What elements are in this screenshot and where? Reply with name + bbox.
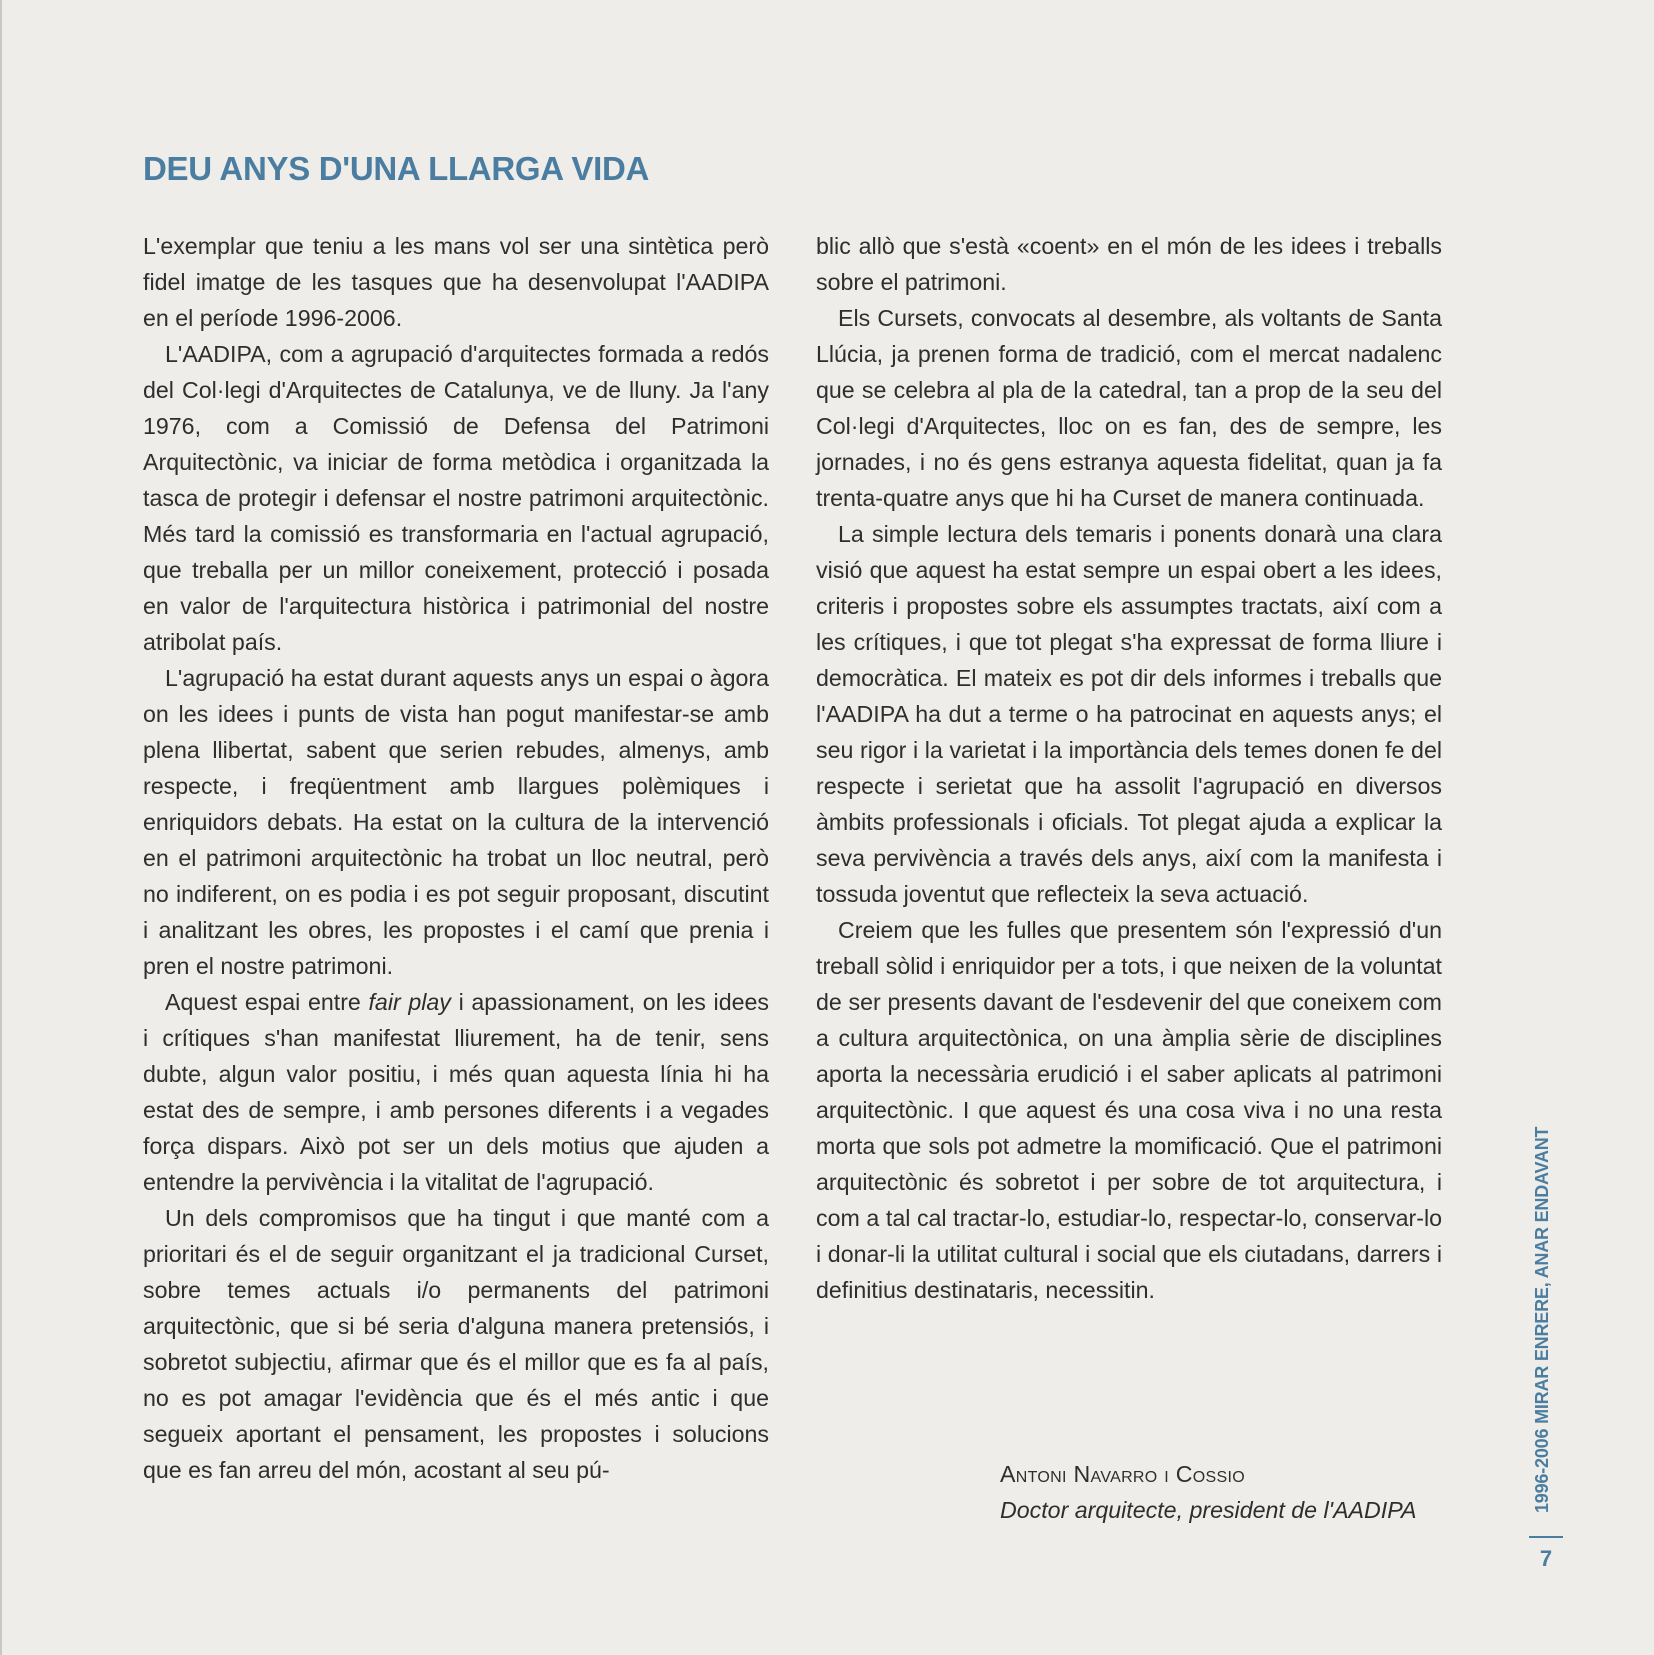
- article-title: DEU ANYS D'UNA LLARGA VIDA: [143, 150, 650, 187]
- paragraph-text: Aquest espai entre: [165, 989, 369, 1015]
- left-column: [143, 228, 769, 1488]
- paragraph: La simple lectura dels temaris i ponents donarà una clara visió que aquest ha estat sempre un espai obert a les idees, criteris i propostes sobre els assumptes tractats, així com a les crítiques, i que tot plegat s'ha expressat de forma lliure i democràtica. El mateix es pot dir dels informes i treballs que l'AADIPA ha dut a terme o ha patrocinat en aquests anys; el seu rigor i la varietat i la importància dels temes donen fe del respecte i serietat que ha assolit l'agrupació en diversos àmbits professionals i oficials. Tot plegat ajuda a explicar la seva pervivència a través dels anys, així com la manifesta i tossuda joventut que reflecteix la seva actuació.: [816, 521, 1442, 907]
- paragraph: Els Cursets, convocats al desembre, als voltants de Santa Llúcia, ja prenen forma de tradició, com el mercat nadalenc que se celebra al pla de la catedral, tan a prop de la seu del Col·legi d'Arquitectes, lloc on es fan, des de sempre, les jornades, i no és gens estranya aquesta fidelitat, quan ja fa trenta-quatre anys que hi ha Curset de manera continuada.: [816, 305, 1442, 511]
- emphasis-text: fair play: [368, 989, 451, 1015]
- running-head: 1996-2006 MIRAR ENRERE, ANAR ENDAVANT: [1532, 1126, 1552, 1513]
- paragraph: L'exemplar que teniu a les mans vol ser una sintètica però fidel imatge de les tasques que ha desenvolupat l'AADIPA en el període 1996-2006.: [143, 233, 769, 331]
- folio-rule: [1529, 1536, 1563, 1538]
- signature-block: [1000, 1456, 1416, 1528]
- paragraph: Creiem que les fulles que presentem són l'expressió d'un treball sòlid i enriquidor per a tots, i que neixen de la voluntat de ser presents davant de l'esdevenir del que coneixem com a cultura arquitectònica, on una àmplia sèrie de disciplines aporta la necessària erudició i el saber aplicats al patrimoni arquitectònic. I que aquest és una cosa viva i no una resta morta que sols pot admetre la momificació. Que el patrimoni arquitectònic és sobretot i per sobre de tot arquitectura, i com a tal cal tractar-lo, estudiar-lo, respectar-lo, conservar-lo i donar-li la utilitat cultural i social que els ciutadans, darrers i definitius destinataris, necessitin.: [816, 917, 1442, 1303]
- author-name: Antoni Navarro i Cossio: [1000, 1461, 1245, 1487]
- paragraph-text: i apassionament, on les idees i crítiques s'han manifestat lliurement, ha de tenir, sens dubte, algun valor positiu, i més quan aquesta línia hi ha estat des de sempre, i amb persones diferents i a vegades força dispars. Això pot ser un dels motius que ajuden a entendre la pervivència i la vitalitat de l'agrupació.: [143, 989, 769, 1195]
- paragraph: [143, 984, 769, 1200]
- author-role: Doctor arquitecte, president de l'AADIPA: [1000, 1497, 1417, 1523]
- paragraph: L'AADIPA, com a agrupació d'arquitectes formada a redós del Col·legi d'Arquitectes de Catalunya, ve de lluny. Ja l'any 1976, com a Comissió de Defensa del Patrimoni Arquitectònic, va iniciar de forma metòdica i organitzada la tasca de protegir i defensar el nostre patrimoni arquitectònic. Més tard la comissió es transformaria en l'actual agrupació, que treballa per un millor coneixement, protecció i posada en valor de l'arquitectura històrica i patrimonial del nostre atribolat país.: [143, 341, 769, 655]
- paragraph: L'agrupació ha estat durant aquests anys un espai o àgora on les idees i punts de vista han pogut manifestar-se amb plena llibertat, sabent que serien rebudes, almenys, amb respecte, i freqüentment amb llargues polèmiques i enriquidors debats. Ha estat on la cultura de la intervenció en el patrimoni arquitectònic ha trobat un lloc neutral, però no indiferent, on es podia i es pot seguir proposant, discutint i analitzant les obres, les propostes i el camí que prenia i pren el nostre patrimoni.: [143, 665, 769, 979]
- right-column: [816, 228, 1442, 1308]
- page-edge: [0, 0, 2, 1655]
- paragraph: Un dels compromisos que ha tingut i que manté com a prioritari és el de seguir organitzant el ja tradicional Curset, sobre temes actuals i/o permanents del patrimoni arquitectònic, que si bé seria d'alguna manera pretensiós, i sobretot subjectiu, afirmar que és el millor que es fa al país, no es pot amagar l'evidència que és el més antic i que segueix aportant el pensament, les propostes i solucions que es fan arreu del món, acostant al seu pú-: [143, 1205, 769, 1483]
- paragraph: blic allò que s'està «coent» en el món de les idees i treballs sobre el patrimoni.: [816, 233, 1442, 295]
- page-number: 7: [1539, 1546, 1553, 1571]
